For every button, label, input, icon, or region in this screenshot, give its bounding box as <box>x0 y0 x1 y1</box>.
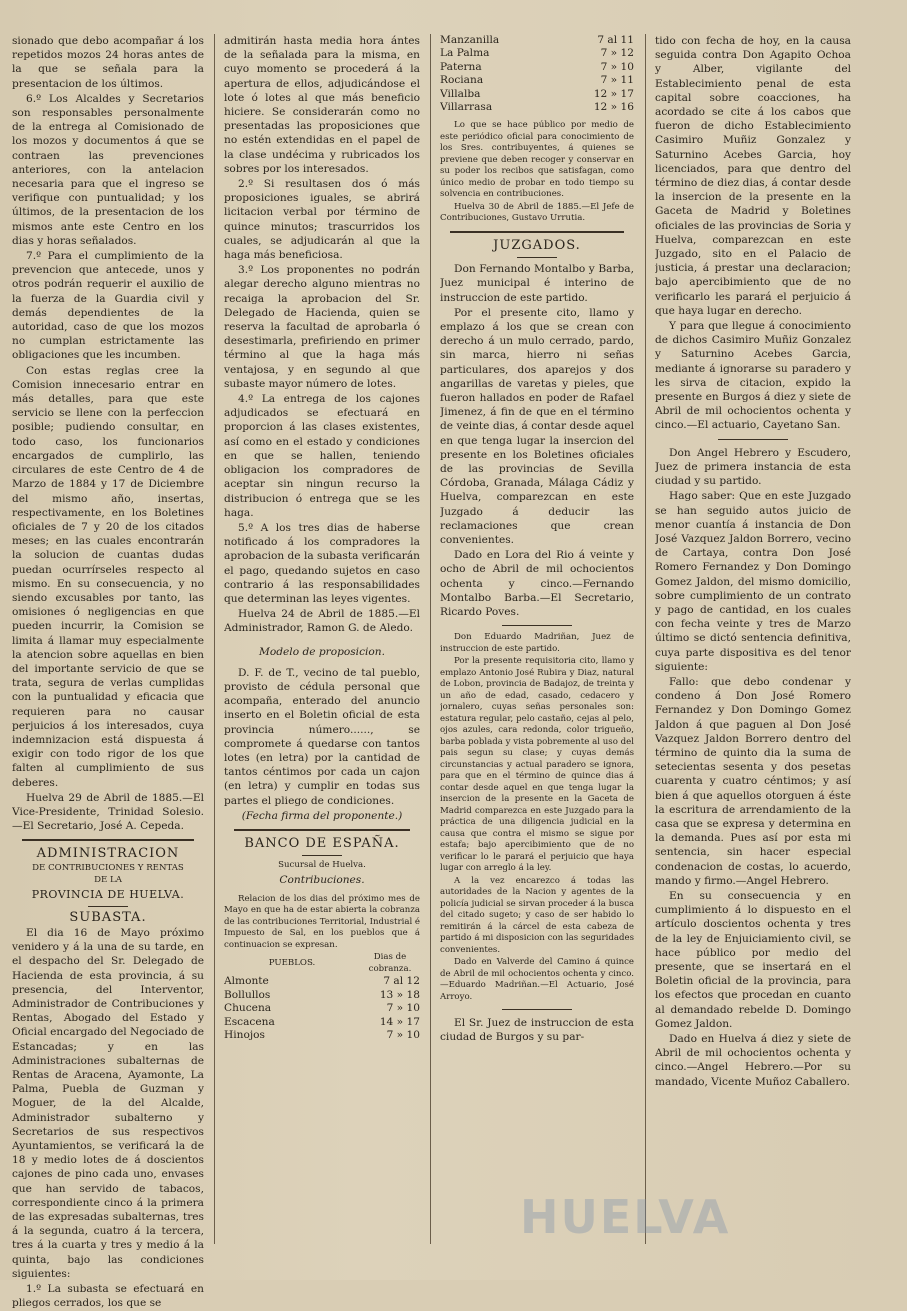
signature-line: Dado en Lora del Rio á veinte y ocho de Abril de mil ochocientos ochenta y cinco.—Fernando Montalbo Barba.—El Secretario, Ricardo Poves. <box>440 549 634 619</box>
table-cell: 12 » 16 <box>593 101 634 114</box>
paragraph: Con estas reglas cree la Comision innecesario entrar en más detalles, para que este servicio se llene con la perfeccion posible; pudiendo consultar, en todo caso, los funcionarios encargados de cumplirlo, las circulares de este Centro de 4 de Marzo de 1884 y 17 de Diciembre del mismo año, insertas, respectivamente, en los Boletines oficiales de 7 y 20 de los citados meses; en las cuales encontrarán la solucion de cuantas dudas puedan ocurrírseles respecto al mismo. En su consecuencia, y no siendo excusables por tanto, las omisiones ó negligencias en que pueden incurrir, la Comision se limita á llamar muy especialmente la atencion sobre aquellas en bien del importante servicio de que se trata, segura de verlas cumplidas con la puntualidad y eficacia que requieren para no causar perjuicios á los interesados, cuya indemnizacion está dispuesta á exigir con todo rigor de los que falten al cumplimiento de sus deberes. <box>12 364 204 789</box>
paragraph: A la vez encarezco á todas las autoridades de la Nacion y agentes de la policía judicial se sirvan proceder á la busca del citado sugeto; y caso de ser habido lo remitirán á la cárcel de esta cabeza de partido á mi disposicion con las seguridades convenientes. <box>440 875 634 955</box>
section-divider <box>234 829 410 831</box>
signature-line: Dado en Huelva á diez y siete de Abril de mil ochocientos ochenta y cinco.—Angel Hebrero.—Por su mandado, Vicente Muñoz Caballero. <box>655 1033 851 1088</box>
signature-line: Huelva 30 de Abril de 1885.—El Jefe de Contribuciones, Gustavo Urrutia. <box>440 201 634 224</box>
table-cell: 7 » 11 <box>600 74 634 87</box>
table-row <box>224 989 420 1002</box>
divider <box>302 855 342 856</box>
paragraph: Lo que se hace público por medio de este periódico oficial para conocimiento de los Sres. contribuyentes, á quienes se previene que deben recoger y conservar en su poder los recibos que satisfagan, como único medio de probar en todo tiempo su solvencia en contribuciones. <box>440 120 634 200</box>
paragraph: sionado que debo acompañar á los repetidos mozos 24 horas antes de la que se señala para la presentacion de los últimos. <box>12 35 204 90</box>
signature-line: Huelva 24 de Abril de 1885.—El Administrador, Ramon G. de Aledo. <box>224 608 420 635</box>
column-rule <box>645 34 646 1244</box>
column-2 <box>224 34 420 1042</box>
paragraph: Fallo: que debo condenar y condeno á Don José Romero Fernandez y Don Domingo Gomez Jaldon á que paguen al Don José Vazquez Jaldon Borrero dentro del término de quinto dia la suma de setecientas sesenta y dos pesetas cuarenta y cuatro céntimos; y así bien á que aquellos otorguen á éste la escritura de arrendamiento de la casa que se expresa y determina en la demanda. Pues así por esta mi sentencia, sin hacer especial condenacion de costas, lo acuerdo, mando y firmo.—Angel Hebrero. <box>655 675 851 887</box>
table-cell: 7 al 12 <box>383 975 420 988</box>
divider <box>718 439 788 440</box>
table-cell: Villarrasa <box>440 101 493 114</box>
model-heading: Modelo de proposicion. <box>259 645 385 658</box>
table-row <box>224 1029 420 1042</box>
section-subheading: PROVINCIA DE HUELVA. <box>31 887 185 901</box>
table-cell: Bollullos <box>224 988 271 1001</box>
divider <box>517 257 557 258</box>
section-heading: JUZGADOS. <box>493 237 581 253</box>
schedule-table <box>224 952 420 1042</box>
column-rule <box>430 34 431 1244</box>
table-cell: Villalba <box>440 87 481 100</box>
table-cell: 13 » 18 <box>379 988 420 1001</box>
table-cell: Manzanilla <box>440 34 500 46</box>
section-heading: BANCO DE ESPAÑA. <box>244 835 400 851</box>
table-cell: Paterna <box>440 60 482 73</box>
paragraph: admitirán hasta media hora ántes de la señalada para la misma, en cuyo momento se procederá á la apertura de ellos, adjudicándose el lote ó lotes al que más beneficio hiciere. Se considerarán como no presentadas las proposiciones que no estén extendidas en el papel de la clase undécima y rubricados los sobres por los interesados. <box>224 35 420 175</box>
section-divider <box>22 839 194 841</box>
paragraph: 5.º A los tres dias de haberse notificado á los compradores la aprobacion de la subasta verificarán el pago, quedando sujetos en caso contrario á las responsabilidades que determinan las leyes vigentes. <box>224 521 420 605</box>
divider <box>88 906 128 907</box>
table-cell: Rociana <box>440 74 484 87</box>
paragraph: Por la presente requisitoria cito, llamo y emplazo Antonio José Rubira y Diaz, natural de Lobon, provincia de Badajoz, de treinta y un año de edad, casado, cedacero y jornalero, cuyas señas personales son: estatura regular, pelo castaño, cejas al pelo, ojos azules, cara redonda, color trigueño, barba poblada y vista pobremente al uso del pais segun su clase; y cuyas demás circunstancias y actual paradero se ignora, para que en el término de quince dias á contar desde aquel en que tenga lugar la insercion de la presente en la Gaceta de Madrid comparezca en este Juzgado para la práctica de una diligencia judicial en la causa que contra el mismo se sigue por estafa; bajo apercibimiento que de no verificar lo le parará el perjuicio que haya lugar con arreglo á la ley. <box>440 656 634 874</box>
divider <box>502 1009 572 1010</box>
paragraph: Hago saber: Que en este Juzgado se han seguido autos juicio de menor cuantía á instancia de Don José Vazquez Jaldon Borrero, vecino de Cartaya, contra Don José Romero Fernandez y Don Domingo Gomez Jaldon, del mismo domicilio, sobre cumplimiento de un contrato y pago de cantidad, en los cuales con fecha veinte y tres de Marzo último se dictó sentencia definitiva, cuya parte dispositiva es del tenor siguiente: <box>655 490 851 673</box>
column-3 <box>440 34 634 1046</box>
signature-line: Huelva 29 de Abril de 1885.—El Vice-Presidente, Trinidad Solesio.—El Secretario, José A. Cepeda. <box>12 791 204 833</box>
table-row <box>440 74 634 87</box>
signature-note: (Fecha firma del proponente.) <box>241 809 403 822</box>
section-heading: ADMINISTRACION <box>36 846 180 862</box>
paragraph: Don Eduardo Madriñan, Juez de instruccion de este partido. <box>440 632 634 654</box>
table-cell: Hinojos <box>224 1029 265 1041</box>
table-cell: 7 » 10 <box>386 1029 420 1041</box>
table-cell: 7 » 12 <box>600 47 634 60</box>
section-subheading: DE LA <box>94 875 122 886</box>
paragraph: Relacion de los dias del próximo mes de Mayo en que ha de estar abierta la cobranza de las contribuciones Territorial, Industrial é Impuesto de Sal, en los pueblos que á continuacion se expresan. <box>224 893 420 950</box>
table-row <box>440 34 634 47</box>
schedule-table-continued <box>440 34 634 114</box>
paragraph: 1.º La subasta se efectuará en pliegos cerrados, los que se <box>12 1283 204 1310</box>
table-cell: La Palma <box>440 47 490 60</box>
table-row <box>440 61 634 74</box>
table-cell: 12 » 17 <box>593 87 634 100</box>
paragraph: En su consecuencia y en cumplimiento á lo dispuesto en el artículo doscientos ochenta y tres de la ley de Enjuiciamiento civil, se hace público por medio del presente, que se insertará en el Boletin oficial de la provincia, para los efectos que procedan en cuanto al demandado rebelde D. Domingo Gomez Jaldon. <box>655 889 851 1030</box>
table-cell: 14 » 17 <box>379 1015 420 1028</box>
table-row <box>440 88 634 101</box>
paragraph: 4.º La entrega de los cajones adjudicados se efectuará en proporcion á las clases existentes, así como en el estado y condiciones en que se hallen, teniendo obligacion los compradores de aceptar sin ningun recurso la distribucion ó entrega que se les haga. <box>224 393 420 519</box>
paragraph: 7.º Para el cumplimiento de la prevencion que antecede, unos y otros podrán requerir el auxilio de la fuerza de la Guardia civil y demás dependientes de la autoridad, caso de que los mozos no cumplan estrictamente las obligaciones que les incumben. <box>12 250 204 362</box>
table-cell: Chucena <box>224 1002 272 1015</box>
table-row <box>440 47 634 60</box>
signature-line: Dado en Valverde del Camino á quince de Abril de mil ochocientos ochenta y cinco.—Eduardo Madriñan.—El Actuario, José Arroyo. <box>440 957 634 1002</box>
table-header-row <box>224 952 420 975</box>
paragraph: El dia 16 de Mayo próximo venidero y á la una de su tarde, en el despacho del Sr. Delegado de Hacienda de esta provincia, á su presencia, del Interventor, Administrador de Contribuciones y Rentas, Abogado del Estado y Oficial encargado del Negociado de Estancadas; y en las Administraciones subalternas de Rentas de Aracena, Ayamonte, La Palma, Puebla de Guzman y Moguer, de la del Alcalde, Administrador subalterno y Secretarios de sus respectivos Ayuntamientos, se verificará la de 18 y medio lotes de á doscientos cajones de pino cada uno, envases que han servido de tabacos, correspondiente cinco á la primera de las expresadas subalternas, tres á la segunda, cuatro á la tercera, tres á la cuarta y tres y medio á la quinta, bajo las condiciones siguientes: <box>12 926 204 1280</box>
table-cell: 7 » 10 <box>386 1002 420 1015</box>
column-1 <box>12 34 204 1311</box>
table-row <box>224 1002 420 1015</box>
paragraph: Don Fernando Montalbo y Barba, Juez municipal é interino de instruccion de este partido. <box>440 263 634 304</box>
paragraph: tido con fecha de hoy, en la causa seguida contra Don Agapito Ochoa y Alber, vigilante del Establecimiento penal de esta capital sobre coacciones, ha acordado se cite á los cabos que fueron de dicho Establecimiento Casimiro Muñiz Gonzalez y Saturnino Acebes Garcia, hoy licenciados, para que dentro del término de diez dias, á contar desde la insercion de la presente en la Gaceta de Madrid y Boletines oficiales de las provincias de Soria y Huelva, comparezcan en este Juzgado, sito en el Palacio de justicia, á prestar una declaracion; bajo apercibimiento que de no verificarlo les parará el perjuicio á que haya lugar en derecho. <box>655 35 851 317</box>
table-row <box>224 975 420 988</box>
section-subheading: Sucursal de Huelva. <box>278 860 366 871</box>
section-divider <box>450 231 624 233</box>
section-subheading: Contribuciones. <box>279 873 365 886</box>
paragraph: D. F. de T., vecino de tal pueblo, provisto de cédula personal que acompaña, enterado del anuncio inserto en el Boletin oficial de esta provincia número......, se compromete á quedarse con tantos lotes (en letra) por la cantidad de tantos céntimos por cada un cajon (en letra) y cumplir en todas sus partes el pliego de condiciones. <box>224 666 420 807</box>
table-cell: Almonte <box>224 975 269 988</box>
column-rule <box>214 34 215 1244</box>
table-header: PUEBLOS. <box>268 958 316 969</box>
divider <box>502 625 572 626</box>
section-subheading: DE CONTRIBUCIONES Y RENTAS <box>32 862 184 873</box>
table-header: Dias de cobranza. <box>368 952 412 974</box>
article-title: SUBASTA. <box>69 909 147 925</box>
table-row <box>440 101 634 114</box>
paragraph: 2.º Si resultasen dos ó más proposiciones iguales, se abrirá licitacion verbal por término de quince minutos; trascurridos los cuales, se adjudicarán al que la haga más beneficiosa. <box>224 178 420 262</box>
archive-watermark: HUELVA <box>520 1190 731 1244</box>
column-4 <box>655 34 851 1090</box>
table-cell: Escacena <box>224 1015 275 1028</box>
paragraph: 6.º Los Alcaldes y Secretarios son responsables personalmente de la entrega al Comisionado de los mozos y documentos á que se contraen las prevenciones anteriores, con la antelacion necesaria para que el ingreso se verifique con puntualidad; y los últimos, de la presentacion de los mismos ante este Centro en los dias y horas señalados. <box>12 92 204 247</box>
paragraph: Por el presente cito, llamo y emplazo á los que se crean con derecho á un mulo cerrado, pardo, sin marca, hierro ni señas particulares, dos aparejos y dos angarillas de varetas y pieles, que fueron hallados en poder de Rafael Jimenez, á fin de que en el término de veinte dias, á contar desde aquel en que tenga lugar la insercion del presente en los Boletines oficiales de las provincias de Sevilla Córdoba, Granada, Málaga Cádiz y Huelva, comparezcan en este Juzgado á deducir las reclamaciones que crean convenientes. <box>440 306 634 546</box>
table-cell: 7 » 10 <box>600 60 634 73</box>
paragraph: Y para que llegue á conocimiento de dichos Casimiro Muñiz Gonzalez y Saturnino Acebes Garcia, mediante á ignorarse su paradero y les sirva de citacion, expido la presente en Burgos á diez y siete de Abril de mil ochocientos ochenta y cinco.—El actuario, Cayetano San. <box>655 320 851 432</box>
table-cell: 7 al 11 <box>597 34 634 46</box>
paragraph: Don Angel Hebrero y Escudero, Juez de primera instancia de esta ciudad y su partido. <box>655 446 851 488</box>
paragraph: 3.º Los proponentes no podrán alegar derecho alguno mientras no recaiga la aprobacion del Sr. Delegado de Hacienda, quien se reserva la facultad de aprobarla ó desestimarla, prefiriendo en primer término al que la haga más ventajosa, y en segundo al que subaste mayor número de lotes. <box>224 264 420 390</box>
table-row <box>224 1016 420 1029</box>
paragraph: El Sr. Juez de instruccion de esta ciudad de Burgos y su par- <box>440 1017 634 1044</box>
